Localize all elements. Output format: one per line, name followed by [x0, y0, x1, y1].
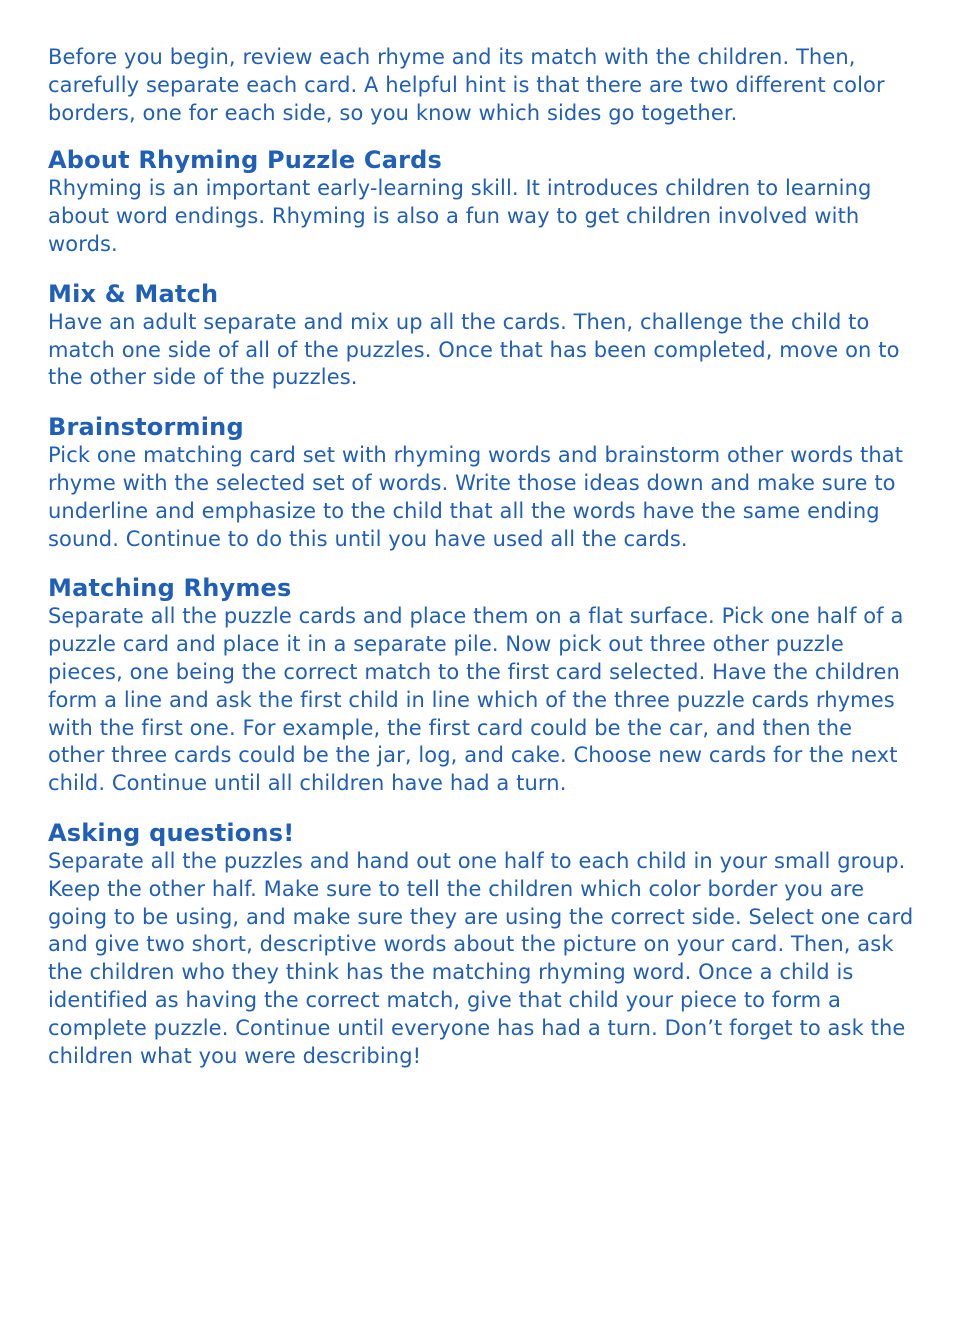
section-body: Separate all the puzzle cards and place them on a flat surface. Pick one half of a puzzle card and place it in a separate pile. Now pick out three other puzzle pieces, one being the correct match to the first card selected. Have the children form a line and ask the first child in line which of the three puzzle cards rhymes with the first one. For example, the first card could be the car, and then the other three cards could be the jar, log, and cake. Choose new cards for the next child. Continue until all children have had a turn. — [48, 604, 904, 796]
intro-paragraph: Before you begin, review each rhyme and its match with the children. Then, carefully separate each card. A helpful hint is that there are two different color borders, one for each side, so you know which sides go together. — [48, 45, 885, 125]
instruction-page — [48, 44, 914, 1090]
section-body: Separate all the puzzles and hand out one half to each child in your small group. Keep the other half. Make sure to tell the children which color border you are going to be using, and make sure they are using the correct side. Select one card and give two short, descriptive words about the picture on your card. Then, ask the children who they think has the matching rhyming word. Once a child is identified as having the correct match, give that child your piece to form a complete puzzle. Continue until everyone has had a turn. Don’t forget to ask the children what you were describing! — [48, 848, 914, 1068]
section-about-rhyming — [48, 145, 914, 258]
section-heading: Matching Rhymes — [48, 574, 292, 603]
section-asking-questions — [48, 818, 914, 1070]
section-matching-rhymes — [48, 573, 914, 798]
section-body: Rhyming is an important early-learning skill. It introduces children to learning about word endings. Rhyming is also a fun way to get children involved with words. — [48, 176, 872, 256]
section-heading: Brainstorming — [48, 413, 244, 442]
section-heading: Asking questions! — [48, 818, 295, 847]
section-mix-match — [48, 279, 914, 392]
section-body: Have an adult separate and mix up all the cards. Then, challenge the child to match one side of all of the puzzles. Once that has been completed, move on to the other side of the puzzles. — [48, 309, 900, 390]
section-brainstorming — [48, 412, 914, 553]
section-heading: About Rhyming Puzzle Cards — [48, 146, 443, 175]
section-heading: Mix & Match — [48, 279, 219, 308]
section-body: Pick one matching card set with rhyming words and brainstorm other words that rhyme with the selected set of words. Write those ideas down and make sure to underline and emphasize to the child that all the words have the same ending sound. Continue to do this until you have used all the cards. — [48, 443, 904, 551]
